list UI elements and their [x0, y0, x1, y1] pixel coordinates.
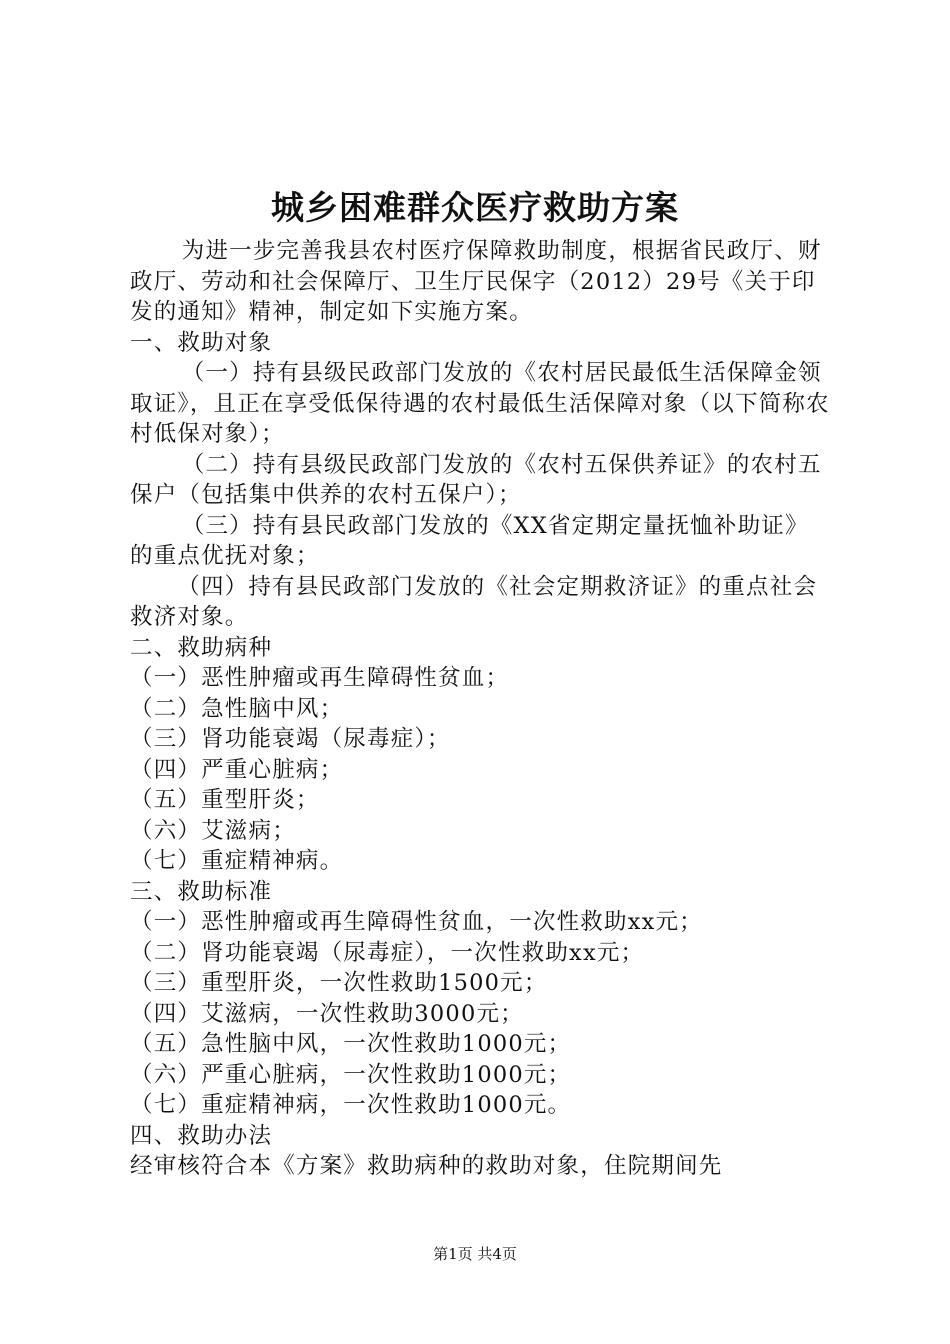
section1-item-3: （三）持有县民政部门发放的《XX省定期定量抚恤补助证》的重点优抚对象； — [130, 512, 809, 569]
section1-item-1: （一）持有县级民政部门发放的《农村居民最低生活保障金领取证》，且正在享受低保待遇的农村最低生活保障对象（以下简称农村低保对象）； — [130, 360, 830, 447]
section2-item-3: （三）肾功能衰竭（尿毒症）； — [130, 726, 451, 752]
section4-paragraph: 经审核符合本《方案》救助病种的救助对象，住院期间先 — [130, 1153, 723, 1179]
section3-item-2: （二）肾功能衰竭（尿毒症），一次性救助xx元； — [130, 939, 645, 966]
section2-item-4: （四）严重心脏病； — [130, 756, 344, 783]
section-heading-4: 四、救助办法 — [130, 1122, 273, 1149]
section-heading-2: 二、救助病种 — [130, 634, 273, 661]
section-heading-1: 一、救助对象 — [130, 329, 273, 356]
section2-item-2: （二）急性脑中风； — [130, 695, 344, 722]
section3-item-4: （四）艾滋病，一次性救助3000元； — [130, 1000, 524, 1027]
document-title: 城乡困难群众医疗救助方案 — [271, 188, 679, 227]
section3-item-5: （五）急性脑中风，一次性救助1000元； — [130, 1031, 572, 1057]
section3-item-3: （三）重型肝炎，一次性救助1500元； — [130, 970, 548, 996]
document-body — [130, 236, 830, 1182]
intro-paragraph: 为进一步完善我县农村医疗保障救助制度，根据省民政厅、财政厅、劳动和社会保障厅、卫生厅民保字（2012）29号《关于印发的通知》精神，制定如下实施方案。 — [130, 238, 822, 325]
section3-item-1: （一）恶性肿瘤或再生障碍性贫血，一次性救助xx元； — [130, 909, 703, 935]
section2-item-7: （七）重症精神病。 — [130, 848, 344, 874]
section-heading-3: 三、救助标准 — [130, 878, 273, 905]
section2-item-1: （一）恶性肿瘤或再生障碍性贫血； — [130, 665, 510, 691]
section1-item-2: （二）持有县级民政部门发放的《农村五保供养证》的农村五保户（包括集中供养的农村五保户）； — [130, 451, 822, 508]
section3-item-6: （六）严重心脏病，一次性救助1000元； — [130, 1061, 572, 1088]
section1-item-4: （四）持有县民政部门发放的《社会定期救济证》的重点社会救济对象。 — [130, 573, 818, 630]
section2-item-6: （六）艾滋病； — [130, 817, 296, 844]
section2-item-5: （五）重型肝炎； — [130, 787, 320, 813]
section3-item-7: （七）重症精神病，一次性救助1000元。 — [130, 1092, 572, 1118]
page-footer: 第1页 共4页 — [433, 1245, 517, 1263]
